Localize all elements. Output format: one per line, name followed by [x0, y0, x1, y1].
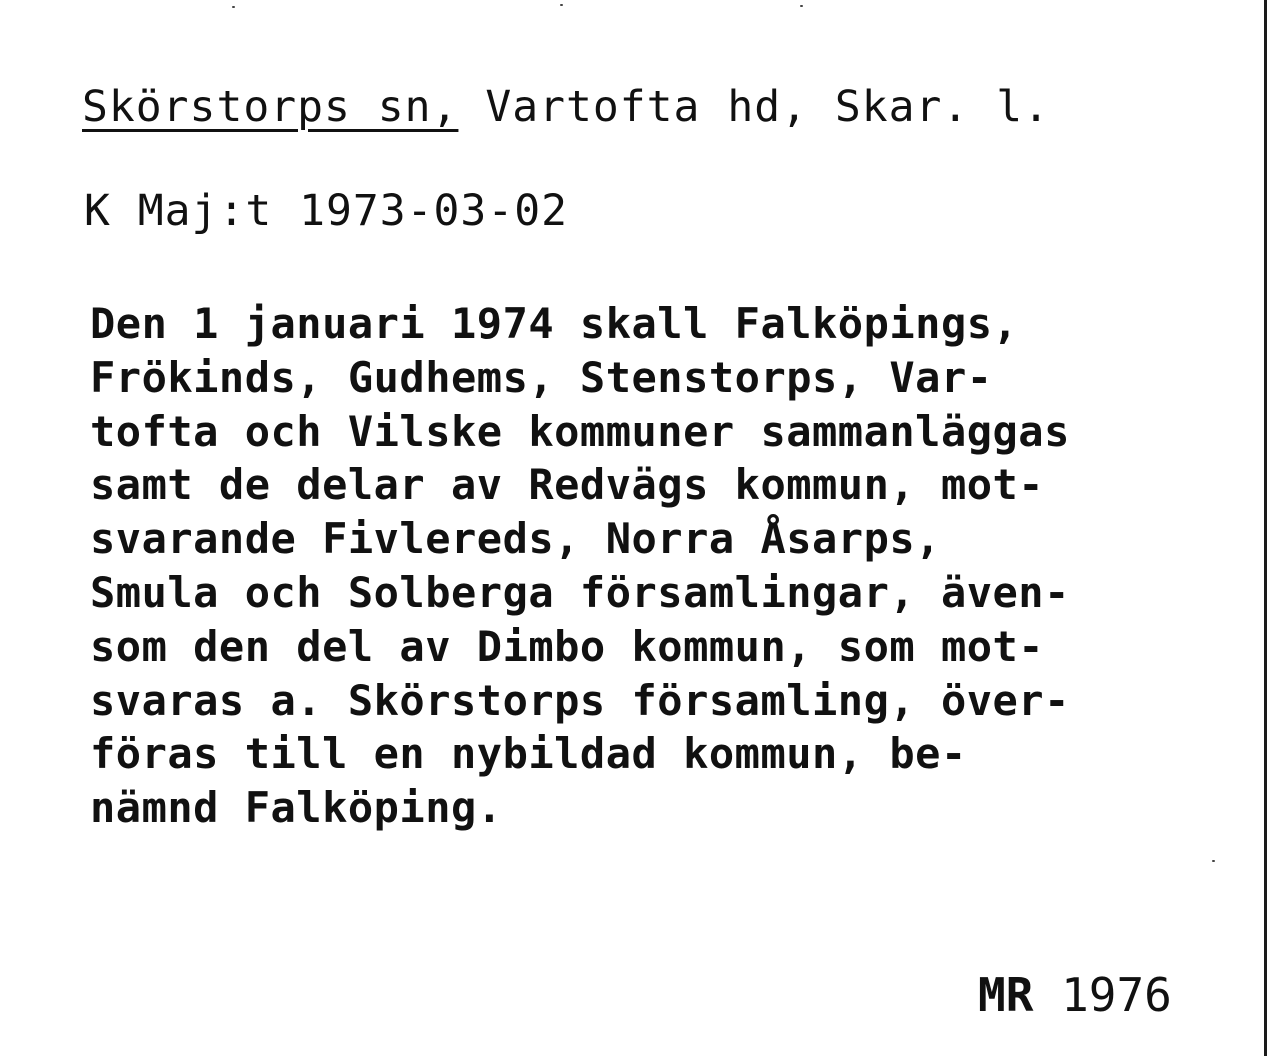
archive-stamp [978, 968, 1172, 1022]
parish-name: Skörstorps sn, [82, 82, 459, 132]
decision-reference: K Maj:t 1973-03-02 [84, 186, 568, 236]
body-line: nämnd Falköping. [90, 783, 503, 833]
card-header [82, 82, 1050, 132]
scan-speck [232, 6, 235, 8]
district-info: Vartofta hd, Skar. l. [458, 82, 1050, 132]
stamp-initials: MR [978, 968, 1034, 1022]
body-line: Den 1 januari 1974 skall Falköpings, [90, 299, 1019, 348]
body-line: Smula och Solberga församlingar, även- [90, 567, 1070, 617]
scan-speck [800, 5, 803, 7]
body-line: som den del av Dimbo kommun, som mot- [90, 621, 1045, 671]
body-line: svarande Fivlereds, Norra Åsarps, [90, 514, 941, 564]
stamp-year: 1976 [1033, 968, 1172, 1022]
body-line: svaras a. Skörstorps församling, över- [90, 675, 1070, 725]
card-body [90, 297, 1250, 835]
body-line: samt de delar av Redvägs kommun, mot- [90, 460, 1045, 510]
scan-speck [1212, 860, 1215, 862]
body-line: Frökinds, Gudhems, Stenstorps, Var- [90, 352, 993, 402]
body-line: föras till en nybildad kommun, be- [90, 729, 967, 779]
body-line: tofta och Vilske kommuner sammanläggas [90, 406, 1070, 456]
card-edge [1264, 0, 1267, 1056]
scan-speck [560, 4, 563, 6]
